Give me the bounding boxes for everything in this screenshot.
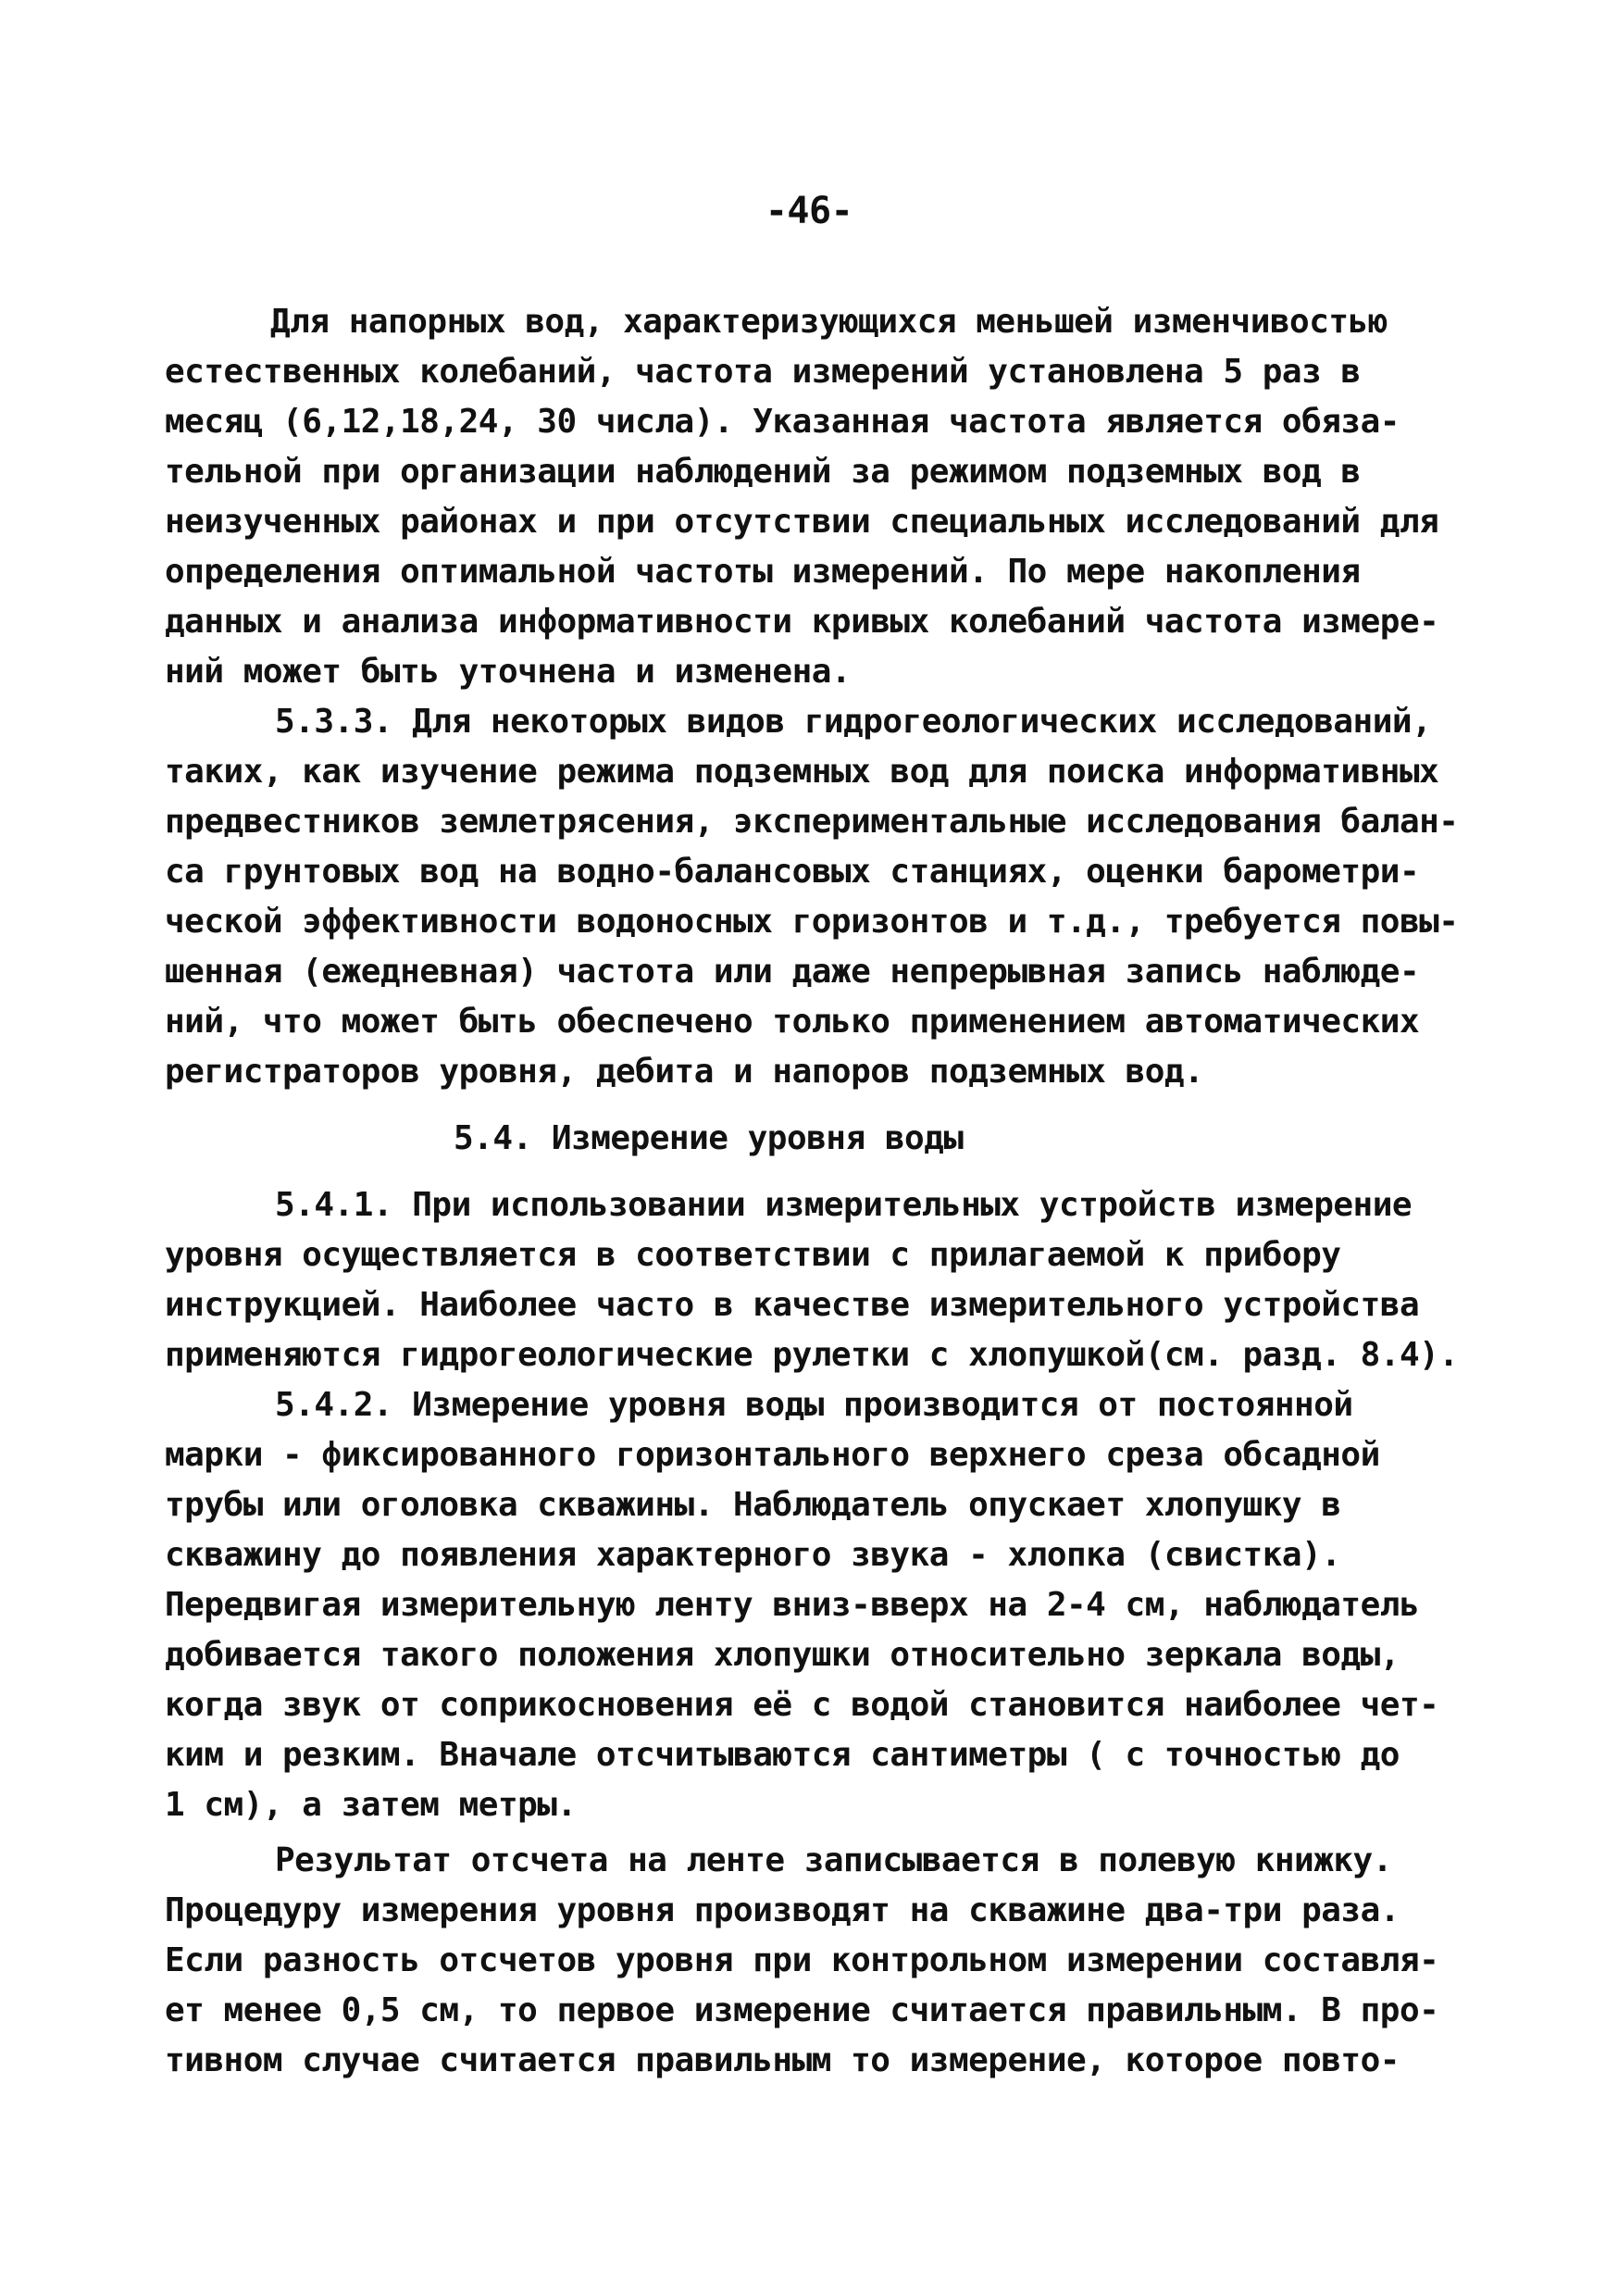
text-line: применяются гидрогеологические рулетки с хлопушкой(см. разд. 8.4). <box>165 1336 1459 1374</box>
text-line: Результат отсчета на ленте записывается в полевую книжку. <box>275 1841 1392 1879</box>
text-line: трубы или оголовка скважины. Наблюдатель опускает хлопушку в <box>165 1486 1341 1524</box>
text-line: естественных колебаний, частота измерений установлена 5 раз в <box>165 353 1361 391</box>
text-line: шенная (ежедневная) частота или даже непрерывная запись наблюде- <box>165 953 1420 991</box>
text-line: ческой эффективности водоносных горизонтов и т.д., требуется повы- <box>165 903 1459 941</box>
text-line: предвестников землетрясения, экспериментальные исследования балан- <box>165 803 1459 841</box>
text-line: Передвигая измерительную ленту вниз-вверх на 2-4 см, наблюдатель <box>165 1586 1420 1624</box>
text-line: ет менее 0,5 см, то первое измерение считается правильным. В про- <box>165 1991 1439 2029</box>
text-line: скважину до появления характерного звука - хлопка (свистка). <box>165 1536 1341 1574</box>
text-line: ний может быть уточнена и изменена. <box>165 653 852 691</box>
text-line: Если разность отсчетов уровня при контрольном измерении составля- <box>165 1941 1439 1979</box>
section-heading: 5.4. Измерение уровня воды <box>454 1119 964 1157</box>
text-line: ний, что может быть обеспечено только применением автоматических <box>165 1003 1420 1041</box>
text-line: тивном случае считается правильным то измерение, которое повто- <box>165 2041 1400 2079</box>
text-line: месяц (6,12,18,24, 30 числа). Указанная частота является обяза- <box>165 403 1400 441</box>
text-line: 5.4.2. Измерение уровня воды производится от постоянной <box>275 1386 1353 1424</box>
text-line: неизученных районах и при отсутствии специальных исследований для <box>165 503 1439 541</box>
text-line: регистраторов уровня, дебита и напоров подземных вод. <box>165 1053 1204 1091</box>
text-line: 1 см), а затем метры. <box>165 1786 577 1824</box>
text-line: данных и анализа информативности кривых колебаний частота измере- <box>165 603 1439 641</box>
text-line: 5.4.1. При использовании измерительных устройств измерение <box>275 1186 1413 1224</box>
text-line: таких, как изучение режима подземных вод для поиска информативных <box>165 753 1439 791</box>
text-line: марки - фиксированного горизонтального верхнего среза обсадной <box>165 1436 1380 1474</box>
text-line: ким и резким. Вначале отсчитываются сантиметры ( с точностью до <box>165 1736 1400 1774</box>
text-line: Процедуру измерения уровня производят на скважине два-три раза. <box>165 1891 1400 1929</box>
text-line: 5.3.3. Для некоторых видов гидрогеологических исследований, <box>275 703 1432 741</box>
text-line: тельной при организации наблюдений за режимом подземных вод в <box>165 453 1361 491</box>
text-line: добивается такого положения хлопушки относительно зеркала воды, <box>165 1636 1400 1674</box>
text-line: Для напорных вод, характеризующихся меньшей изменчивостью <box>270 303 1388 341</box>
text-line: уровня осуществляется в соответствии с прилагаемой к прибору <box>165 1236 1341 1274</box>
page-number: -46- <box>765 190 853 232</box>
text-line: инструкцией. Наиболее часто в качестве измерительного устройства <box>165 1286 1420 1324</box>
text-line: са грунтовых вод на водно-балансовых станциях, оценки барометри- <box>165 853 1420 891</box>
text-line: определения оптимальной частоты измерений. По мере накопления <box>165 553 1361 591</box>
text-line: когда звук от соприкосновения её с водой становится наиболее чет- <box>165 1686 1439 1724</box>
